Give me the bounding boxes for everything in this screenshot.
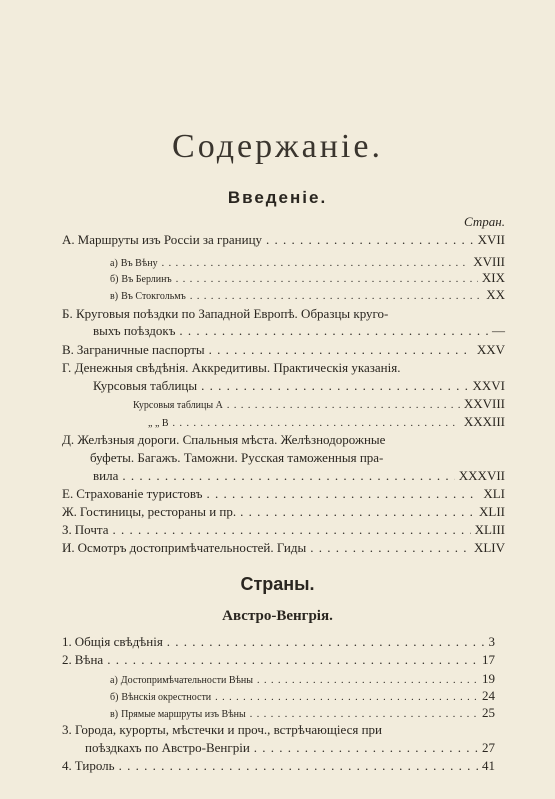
dot-leader bbox=[176, 274, 478, 285]
toc-entry bbox=[110, 270, 505, 286]
entry-key: в) bbox=[110, 709, 119, 720]
toc-entry bbox=[90, 323, 505, 339]
dot-leader bbox=[119, 758, 478, 774]
toc-entry bbox=[110, 287, 505, 303]
toc-entry bbox=[62, 634, 495, 650]
entry-text: Гостиницы, рестораны и пр. bbox=[79, 504, 237, 519]
entry-page: XXV bbox=[476, 342, 505, 357]
dot-leader bbox=[257, 675, 478, 686]
dot-leader bbox=[240, 504, 475, 520]
toc-entry bbox=[62, 722, 382, 738]
entry-key: И. bbox=[62, 540, 75, 555]
entry-page: XLIV bbox=[473, 540, 505, 555]
entry-key: а) bbox=[110, 675, 118, 686]
section-heading-countries: Страны. bbox=[240, 574, 315, 594]
entry-text: Денежныя свѣдѣнія. Аккредитивы. Практическія указанія. bbox=[74, 360, 401, 375]
entry-text: Осмотръ достопримѣчательностей. Гиды bbox=[77, 540, 307, 555]
dot-leader bbox=[209, 342, 473, 358]
entry-key: б) bbox=[110, 692, 119, 703]
entry-page: XVII bbox=[477, 232, 505, 247]
entry-key: Б. bbox=[62, 306, 73, 321]
entry-text: поѣздкахъ по Австро-Венгріи bbox=[85, 740, 250, 755]
page-title: Содержаніе. bbox=[172, 128, 383, 165]
entry-text: Города, курорты, мѣстечки и проч., встрѣчающіеся при bbox=[75, 722, 382, 737]
dot-leader bbox=[162, 258, 470, 269]
entry-page: XXXIII bbox=[463, 414, 505, 429]
dot-leader bbox=[227, 400, 460, 411]
entry-page: XX bbox=[486, 287, 505, 302]
toc-entry bbox=[62, 306, 388, 322]
entry-text: Тироль bbox=[74, 758, 115, 773]
dot-leader bbox=[254, 740, 478, 756]
entry-key: Ж. bbox=[62, 504, 77, 519]
entry-text: Общія свѣдѣнія bbox=[74, 634, 163, 649]
dot-leader bbox=[122, 468, 454, 484]
entry-key: A. bbox=[62, 232, 75, 247]
toc-entry bbox=[62, 652, 495, 668]
toc-entry bbox=[62, 432, 385, 448]
entry-key: 1. bbox=[62, 634, 72, 649]
entry-text: Вѣна bbox=[74, 652, 104, 667]
toc-entry bbox=[110, 705, 495, 721]
toc-entry bbox=[110, 671, 495, 687]
toc-entry bbox=[90, 378, 505, 394]
entry-key: б) bbox=[110, 274, 119, 285]
subsection-heading: Австро-Венгрія. bbox=[222, 608, 333, 624]
toc-entry bbox=[62, 360, 400, 376]
entry-key: 3. bbox=[62, 722, 72, 737]
entry-text: Круговыя поѣздки по Западной Европѣ. Образцы круго- bbox=[75, 306, 389, 321]
column-header-pages: Стран. bbox=[464, 214, 505, 229]
entry-text: Въ Стокгольмъ bbox=[121, 291, 186, 302]
dot-leader bbox=[107, 652, 478, 668]
entry-page: 27 bbox=[482, 740, 495, 755]
entry-page: XXVI bbox=[472, 378, 505, 393]
entry-text: Маршруты изъ Россіи за границу bbox=[77, 232, 263, 247]
entry-text: Страхованіе туристовъ bbox=[76, 486, 203, 501]
entry-page: XXXVII bbox=[458, 468, 505, 483]
entry-text: „ „ В bbox=[148, 418, 169, 429]
entry-page: XLII bbox=[479, 504, 505, 519]
dot-leader bbox=[167, 634, 485, 650]
toc-entry bbox=[145, 414, 505, 430]
toc-entry bbox=[130, 396, 505, 412]
entry-key: а) bbox=[110, 258, 118, 269]
toc-entry bbox=[110, 254, 505, 270]
entry-key: Г. bbox=[62, 360, 72, 375]
dot-leader bbox=[179, 323, 488, 339]
toc-entry bbox=[90, 450, 383, 466]
entry-text: Въ Берлинъ bbox=[121, 274, 172, 285]
entry-text: Курсовыя таблицы А bbox=[133, 400, 223, 411]
entry-key: Е. bbox=[62, 486, 74, 501]
toc-entry bbox=[62, 504, 505, 520]
toc-entry bbox=[90, 468, 505, 484]
entry-text: Заграничные паспорты bbox=[76, 342, 205, 357]
entry-page: 17 bbox=[482, 652, 495, 667]
dot-leader bbox=[206, 486, 479, 502]
toc-entry bbox=[62, 540, 505, 556]
dot-leader bbox=[112, 522, 470, 538]
entry-text: выхъ поѣздокъ bbox=[93, 323, 176, 338]
entry-text: Прямые маршруты изъ Вѣны bbox=[121, 709, 246, 720]
entry-text: Достопримѣчательности Вѣны bbox=[120, 675, 253, 686]
dot-leader bbox=[250, 709, 478, 720]
entry-text: Курсовыя таблицы bbox=[93, 378, 198, 393]
entry-text: Почта bbox=[74, 522, 109, 537]
entry-page: 19 bbox=[482, 671, 495, 686]
toc-entry bbox=[62, 486, 505, 502]
toc-entry bbox=[62, 758, 495, 774]
entry-key: 2. bbox=[62, 652, 72, 667]
entry-page: XIX bbox=[481, 270, 505, 285]
entry-text: вила bbox=[93, 468, 119, 483]
entry-page: — bbox=[492, 323, 505, 338]
entry-text: Желѣзныя дороги. Спальныя мѣста. Желѣзнодорожные bbox=[77, 432, 386, 447]
entry-key: 4. bbox=[62, 758, 72, 773]
toc-entry bbox=[62, 232, 505, 248]
entry-page: 41 bbox=[482, 758, 495, 773]
dot-leader bbox=[173, 418, 460, 429]
toc-entry bbox=[110, 688, 495, 704]
section-heading-intro: Введеніе. bbox=[227, 188, 328, 207]
entry-page: XLI bbox=[483, 486, 505, 501]
entry-key: З. bbox=[62, 522, 72, 537]
entry-text: Вѣнскія окрестности bbox=[121, 692, 212, 703]
toc-entry bbox=[82, 740, 495, 756]
entry-key: В. bbox=[62, 342, 74, 357]
toc-entry bbox=[62, 522, 505, 538]
entry-key: Д. bbox=[62, 432, 75, 447]
entry-page: XXVIII bbox=[463, 396, 505, 411]
entry-page: XVIII bbox=[473, 254, 505, 269]
entry-page: 25 bbox=[482, 705, 495, 720]
dot-leader bbox=[310, 540, 470, 556]
dot-leader bbox=[215, 692, 478, 703]
dot-leader bbox=[266, 232, 474, 248]
dot-leader bbox=[190, 291, 482, 302]
entry-key: в) bbox=[110, 291, 119, 302]
entry-page: 3 bbox=[488, 634, 495, 649]
entry-text: Въ Вѣну bbox=[120, 258, 158, 269]
entry-page: 24 bbox=[482, 688, 495, 703]
entry-page: XLIII bbox=[474, 522, 505, 537]
entry-text: буфеты. Багажъ. Таможни. Русская таможенныя пра- bbox=[90, 450, 384, 465]
toc-entry bbox=[62, 342, 505, 358]
dot-leader bbox=[201, 378, 468, 394]
